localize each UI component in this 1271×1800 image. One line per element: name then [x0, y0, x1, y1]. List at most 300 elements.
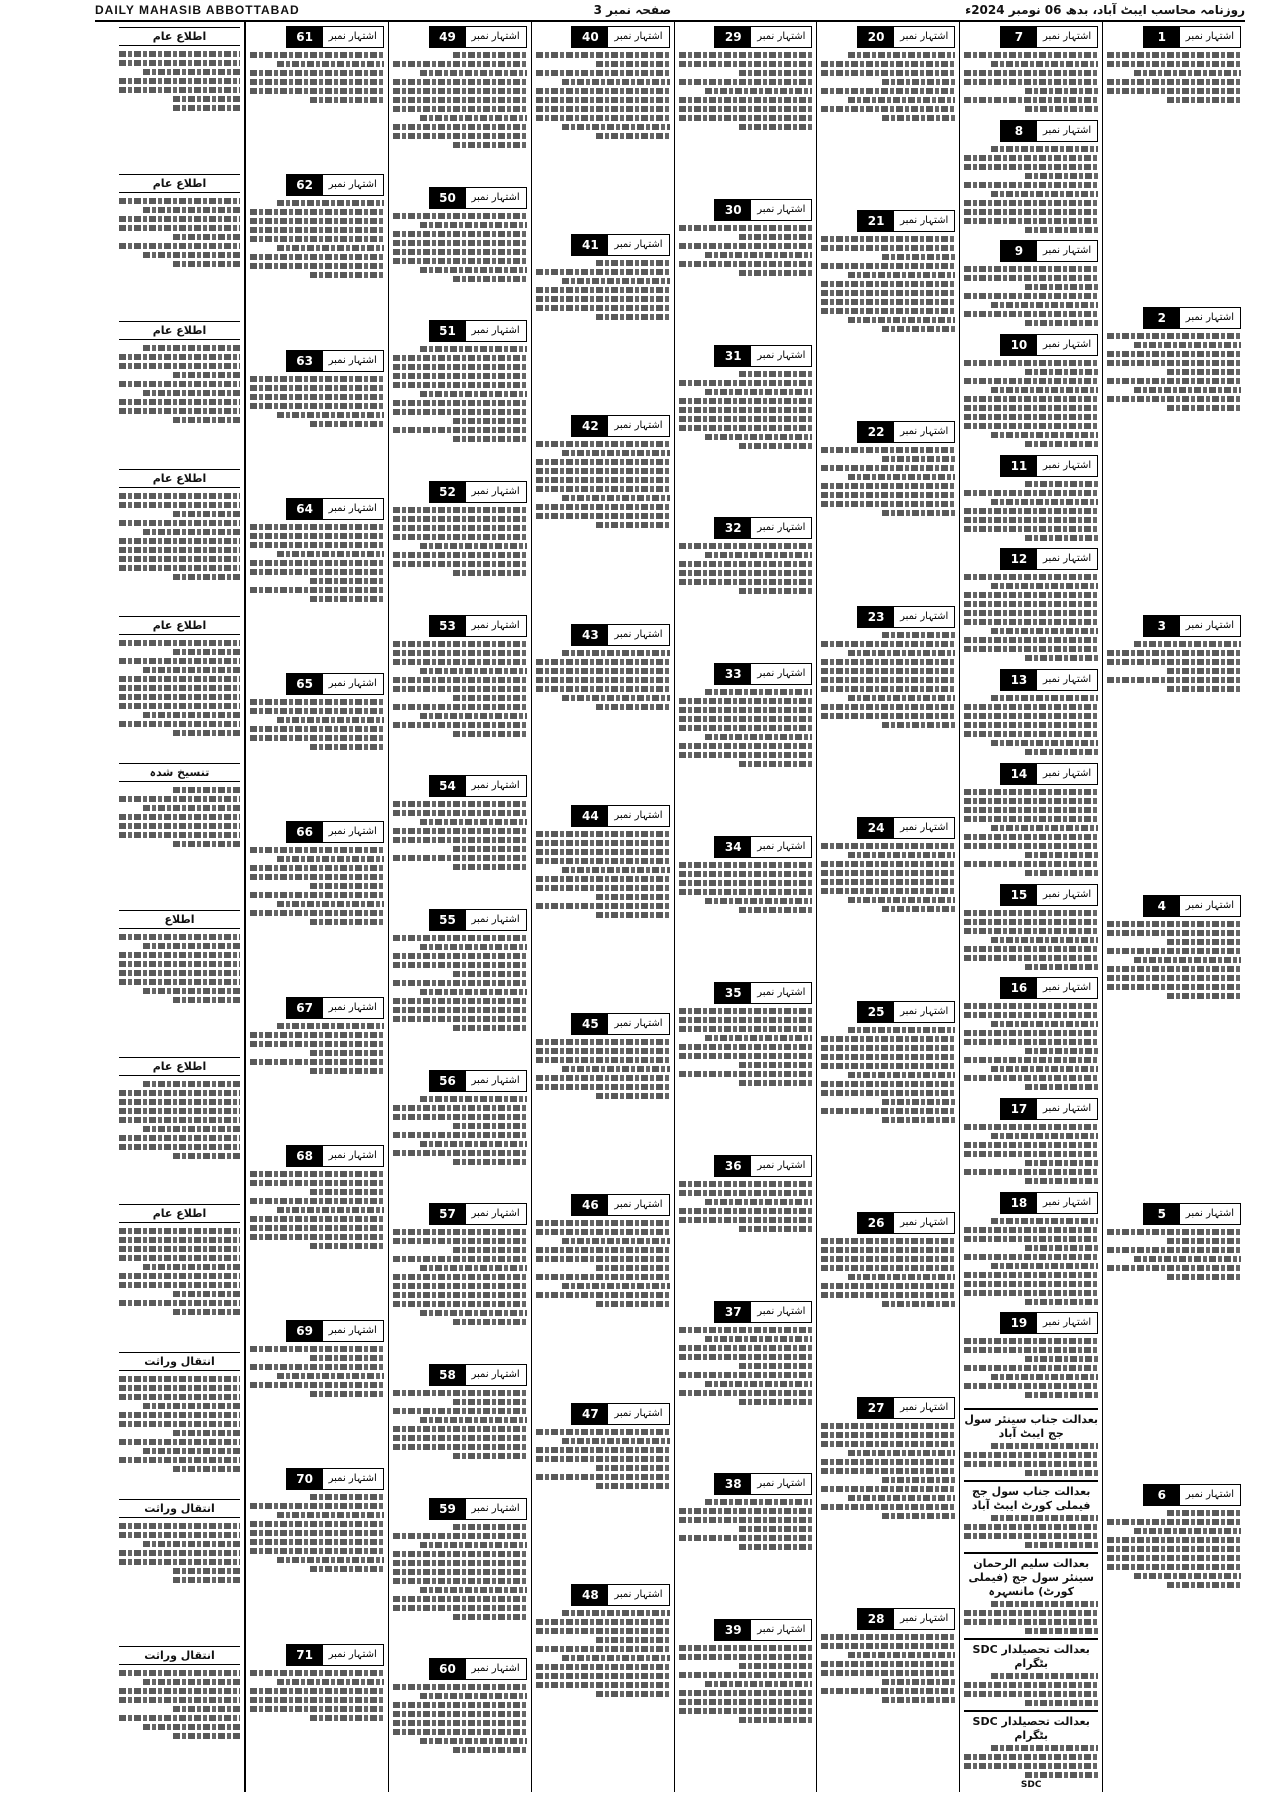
ad-label: اشتہار نمبر [751, 1156, 811, 1176]
ad-notice [821, 1210, 955, 1390]
ad-columns [95, 22, 1245, 1792]
ad-number: 14 [1001, 764, 1037, 784]
notice-text [393, 505, 527, 609]
ad-number-tag [571, 415, 669, 437]
ad-number: 8 [1001, 121, 1037, 141]
ad-number: 42 [572, 416, 608, 436]
ad-number: 1 [1144, 27, 1180, 47]
ad-label: اشتہار نمبر [751, 346, 811, 366]
notice-text [536, 1218, 670, 1396]
ad-notice [679, 197, 813, 339]
ad-number: 58 [430, 1365, 466, 1385]
court-heading: بعدالت جناب سول جج فیملی کورٹ ایبٹ آباد [964, 1480, 1098, 1513]
ad-label: اشتہار نمبر [894, 1213, 954, 1233]
notice-text [250, 1668, 384, 1786]
ad-number: 65 [287, 674, 323, 694]
ad-number-tag [857, 817, 955, 839]
ad-number: 38 [715, 1474, 751, 1494]
ad-number: 31 [715, 346, 751, 366]
ad-notice [679, 834, 813, 976]
ad-number: 70 [287, 1469, 323, 1489]
column-c5 [531, 22, 674, 1792]
ad-number: 71 [287, 1645, 323, 1665]
ad-notice [964, 667, 1098, 757]
ad-notice [964, 238, 1098, 328]
notice-text [964, 50, 1098, 114]
ad-notice [393, 907, 527, 1064]
ad-number-tag [286, 673, 384, 695]
ad-number: 49 [430, 27, 466, 47]
ad-label: اشتہار نمبر [466, 616, 526, 636]
ad-number: 17 [1001, 1099, 1037, 1119]
ad-notice [679, 1617, 813, 1786]
notice-text [964, 787, 1098, 878]
ad-notice [821, 1395, 955, 1602]
ad-notice [250, 995, 384, 1139]
notice-text [821, 50, 955, 204]
ad-notice [821, 1606, 955, 1786]
notice-text [964, 144, 1098, 235]
ad-label: اشتہار نمبر [323, 1469, 383, 1489]
notice-text [393, 1388, 527, 1492]
ad-number-tag [1000, 120, 1098, 142]
ad-label: اشتہار نمبر [1180, 308, 1240, 328]
notice-text [119, 196, 240, 318]
ad-notice [821, 24, 955, 204]
ad-number-tag [1000, 26, 1098, 48]
notice-text [679, 687, 813, 830]
ad-number: 13 [1001, 670, 1037, 690]
ad-number: 61 [287, 27, 323, 47]
notice-text [119, 1226, 240, 1348]
notice-heading: اطلاع عام [119, 1057, 240, 1076]
notice-text [393, 1522, 527, 1653]
ad-notice [821, 208, 955, 415]
ad-number-tag [286, 350, 384, 372]
ad-label: اشتہار نمبر [1037, 1099, 1097, 1119]
ad-number: 23 [858, 607, 894, 627]
ad-label: اشتہار نمبر [323, 1645, 383, 1665]
ad-number-tag [571, 624, 669, 646]
ad-notice [679, 1471, 813, 1613]
ad-number: 32 [715, 518, 751, 538]
ad-label: اشتہار نمبر [1037, 885, 1097, 905]
dateline: روزنامہ محاسب ایبٹ آباد، بدھ 06 نومبر 2024ء [965, 3, 1245, 17]
notice-text [393, 1682, 527, 1786]
ad-number-tag [429, 1364, 527, 1386]
ad-notice [250, 671, 384, 815]
ad-notice [964, 24, 1098, 114]
ad-number: 12 [1001, 549, 1037, 569]
ad-label: اشتہار نمبر [323, 822, 383, 842]
notice-text [679, 223, 813, 339]
notice-text [821, 1632, 955, 1786]
notice-text [393, 50, 527, 181]
notice-heading: اطلاع عام [119, 27, 240, 46]
notice-text [536, 829, 670, 1007]
ad-number-tag [714, 517, 812, 539]
notice-text [1107, 331, 1241, 609]
ad-number-tag [714, 1155, 812, 1177]
notice-heading: اطلاع [119, 910, 240, 929]
ad-label: اشتہار نمبر [751, 983, 811, 1003]
notice-text [393, 933, 527, 1064]
ad-label: اشتہار نمبر [894, 607, 954, 627]
ad-number: 2 [1144, 308, 1180, 328]
ad-notice [964, 975, 1098, 1092]
ad-number: 48 [572, 1585, 608, 1605]
ad-number: 33 [715, 664, 751, 684]
notice-text [821, 1236, 955, 1390]
ad-label: اشتہار نمبر [751, 518, 811, 538]
ad-notice [536, 1011, 670, 1188]
ad-notice [536, 1582, 670, 1786]
ad-number-tag [571, 26, 669, 48]
ad-number-tag [1000, 977, 1098, 999]
ad-notice [964, 453, 1098, 543]
ad-label: اشتہار نمبر [894, 27, 954, 47]
notice-text [393, 344, 527, 475]
ad-number: 46 [572, 1195, 608, 1215]
ad-label: اشتہار نمبر [1180, 896, 1240, 916]
ad-number: 69 [287, 1321, 323, 1341]
ad-number-tag [429, 1203, 527, 1225]
notice-text [964, 908, 1098, 972]
ad-notice [393, 24, 527, 181]
ad-number-tag [286, 997, 384, 1019]
ad-number: 67 [287, 998, 323, 1018]
ad-number-tag [429, 481, 527, 503]
ad-label: اشتہار نمبر [323, 175, 383, 195]
ad-number: 7 [1001, 27, 1037, 47]
ad-number: 5 [1144, 1204, 1180, 1224]
notice-text [250, 374, 384, 492]
ad-number-tag [714, 1301, 812, 1323]
ad-number: 25 [858, 1002, 894, 1022]
notice-heading: اطلاع عام [119, 616, 240, 635]
ad-label: اشتہار نمبر [1037, 27, 1097, 47]
ad-number: 34 [715, 837, 751, 857]
ad-notice [679, 24, 813, 193]
court-heading: بعدالت سلیم الرحمان سینئر سول جج (فیملی کورٹ) مانسہرہ [964, 1552, 1098, 1599]
ad-number-tag [857, 26, 955, 48]
ad-number: 40 [572, 27, 608, 47]
notice-text [1107, 1227, 1241, 1478]
ad-number: 6 [1144, 1485, 1180, 1505]
ad-number-tag [429, 26, 527, 48]
ad-number-tag [714, 199, 812, 221]
ad-notice [393, 479, 527, 609]
ad-number: 10 [1001, 335, 1037, 355]
ad-label: اشتہار نمبر [1037, 456, 1097, 476]
ad-notice [393, 318, 527, 475]
ad-number: 66 [287, 822, 323, 842]
notice-text [964, 1599, 1098, 1634]
ad-number-tag [1000, 763, 1098, 785]
ad-number: 54 [430, 776, 466, 796]
ad-number: 3 [1144, 616, 1180, 636]
ad-notice [964, 1190, 1098, 1307]
notice-heading: انتقال وراثت [119, 1499, 240, 1518]
ad-notice [393, 613, 527, 770]
notice-heading: انتقال وراثت [119, 1646, 240, 1665]
ad-number-tag [1000, 548, 1098, 570]
notice-text [1107, 1508, 1241, 1786]
ad-notice [964, 546, 1098, 663]
ad-number: 4 [1144, 896, 1180, 916]
ad-label: اشتہار نمبر [751, 27, 811, 47]
ad-notice [250, 172, 384, 343]
ad-notice [536, 622, 670, 799]
notice-text [119, 1668, 240, 1790]
notice-heading: تنسیخ شدہ [119, 763, 240, 782]
ad-number-tag [857, 210, 955, 232]
notice-text [119, 1374, 240, 1496]
notice-text [679, 1006, 813, 1149]
ad-number-tag [286, 1145, 384, 1167]
notice-text [393, 1094, 527, 1198]
ad-notice [1107, 1201, 1241, 1478]
ad-number: 22 [858, 422, 894, 442]
ad-number-tag [714, 1619, 812, 1641]
ad-number: 21 [858, 211, 894, 231]
ad-label: اشتہار نمبر [323, 1146, 383, 1166]
paper-name: DAILY MAHASIB ABBOTTABAD [95, 3, 300, 17]
notice-text [119, 491, 240, 613]
ad-label: اشتہار نمبر [894, 1609, 954, 1629]
ad-notice [393, 1201, 527, 1358]
ad-number-tag [1143, 307, 1241, 329]
ad-label: اشتہار نمبر [608, 1195, 668, 1215]
ad-notice [679, 661, 813, 830]
ad-notice [250, 1318, 384, 1462]
ad-label: اشتہار نمبر [894, 818, 954, 838]
ad-label: اشتہار نمبر [608, 625, 668, 645]
ad-label: اشتہار نمبر [894, 1002, 954, 1022]
ad-number: 37 [715, 1302, 751, 1322]
ad-number: 11 [1001, 456, 1037, 476]
notice-text [119, 49, 240, 171]
notice-text [821, 1421, 955, 1602]
ad-number: 57 [430, 1204, 466, 1224]
ad-notice [536, 803, 670, 1007]
notice-text [393, 799, 527, 903]
ad-number-tag [1000, 1098, 1098, 1120]
ad-notice [679, 980, 813, 1149]
ad-notice [536, 24, 670, 228]
ad-notice [250, 1143, 384, 1314]
ad-number: 16 [1001, 978, 1037, 998]
ad-number: 47 [572, 1404, 608, 1424]
ad-notice [1107, 893, 1241, 1197]
ad-number-tag [429, 615, 527, 637]
ad-number-tag [429, 775, 527, 797]
notice-text [964, 1001, 1098, 1092]
ad-number-tag [857, 1397, 955, 1419]
ad-label: اشتہار نمبر [1037, 764, 1097, 784]
ad-number: 26 [858, 1213, 894, 1233]
ad-label: اشتہار نمبر [751, 837, 811, 857]
ad-label: اشتہار نمبر [323, 998, 383, 1018]
ad-notice [393, 1068, 527, 1198]
notice-text [679, 1643, 813, 1786]
notice-text [250, 1492, 384, 1637]
notice-text [250, 198, 384, 343]
ad-number-tag [1143, 1203, 1241, 1225]
ad-notice [250, 819, 384, 990]
notice-text [679, 860, 813, 976]
ad-number-tag [1000, 455, 1098, 477]
ad-label: اشتہار نمبر [608, 1014, 668, 1034]
ad-number: 43 [572, 625, 608, 645]
ad-number-tag [286, 1320, 384, 1342]
sdc-sign: SDC [1020, 1779, 1042, 1790]
column-c1 [1102, 22, 1245, 1792]
court-heading: بعدالت جناب سینئر سول جج ایبٹ آباد [964, 1408, 1098, 1441]
ad-number-tag [571, 805, 669, 827]
ad-notice [964, 1096, 1098, 1186]
ad-label: اشتہار نمبر [466, 188, 526, 208]
notice-text [679, 1497, 813, 1613]
notice-text [250, 1169, 384, 1314]
ad-number: 27 [858, 1398, 894, 1418]
notice-text [964, 572, 1098, 663]
ad-label: اشتہار نمبر [751, 664, 811, 684]
ad-number-tag [714, 836, 812, 858]
notice-text [1107, 919, 1241, 1197]
ad-label: اشتہار نمبر [1037, 335, 1097, 355]
notice-text [964, 1216, 1098, 1307]
notice-text [679, 369, 813, 512]
ad-number: 35 [715, 983, 751, 1003]
ad-number-tag [714, 1473, 812, 1495]
ad-label: اشتہار نمبر [466, 1499, 526, 1519]
notice-text [536, 1037, 670, 1188]
ad-number-tag [286, 821, 384, 843]
notice-text [964, 1513, 1098, 1548]
ad-notice [250, 1466, 384, 1637]
ad-notice [250, 1642, 384, 1786]
ad-notice [821, 419, 955, 599]
notice-text [1107, 50, 1241, 301]
ad-label: اشتہار نمبر [1037, 549, 1097, 569]
ad-number: 64 [287, 499, 323, 519]
notice-text [250, 522, 384, 667]
ad-number: 52 [430, 482, 466, 502]
ad-number-tag [571, 1013, 669, 1035]
ad-number-tag [1000, 1192, 1098, 1214]
ad-label: اشتہار نمبر [751, 1302, 811, 1322]
notice-text [821, 841, 955, 995]
notice-text [821, 234, 955, 415]
ad-number-tag [1000, 669, 1098, 691]
ad-notice [393, 1496, 527, 1653]
ad-number-tag [1143, 26, 1241, 48]
ad-label: اشتہار نمبر [1037, 1193, 1097, 1213]
ad-label: اشتہار نمبر [894, 1398, 954, 1418]
ad-number-tag [1000, 240, 1098, 262]
ad-label: اشتہار نمبر [608, 806, 668, 826]
ad-number: 18 [1001, 1193, 1037, 1213]
ad-label: اشتہار نمبر [1180, 616, 1240, 636]
notice-text [250, 1021, 384, 1139]
page-number: صفحہ نمبر 3 [593, 3, 672, 17]
ad-number: 19 [1001, 1313, 1037, 1333]
column-public-notices [115, 22, 245, 1792]
ad-number-tag [1000, 334, 1098, 356]
notice-text [821, 1025, 955, 1206]
ad-label: اشتہار نمبر [1037, 1313, 1097, 1333]
ad-notice [679, 1299, 813, 1468]
ad-number: 39 [715, 1620, 751, 1640]
ad-notice [964, 761, 1098, 878]
ad-notice [393, 1656, 527, 1786]
ad-notice [393, 773, 527, 903]
ad-number-tag [714, 345, 812, 367]
ad-notice [679, 1153, 813, 1295]
ad-label: اشتہار نمبر [466, 1204, 526, 1224]
ad-number: 62 [287, 175, 323, 195]
ad-number: 44 [572, 806, 608, 826]
ad-notice [393, 1362, 527, 1492]
ad-label: اشتہار نمبر [1037, 978, 1097, 998]
notice-text [119, 638, 240, 760]
notice-text [679, 1325, 813, 1468]
ad-label: اشتہار نمبر [1180, 1485, 1240, 1505]
ad-number: 29 [715, 27, 751, 47]
ad-label: اشتہار نمبر [466, 776, 526, 796]
ad-number-tag [286, 174, 384, 196]
ad-number-tag [857, 606, 955, 628]
ad-number-tag [1000, 1312, 1098, 1334]
ad-label: اشتہار نمبر [466, 27, 526, 47]
notice-text [119, 785, 240, 907]
ad-number-tag [286, 1644, 384, 1666]
notice-text [821, 445, 955, 599]
notice-text [964, 1122, 1098, 1186]
ad-number-tag [429, 1498, 527, 1520]
ad-label: اشتہار نمبر [323, 499, 383, 519]
ad-notice [964, 882, 1098, 972]
ad-label: اشتہار نمبر [608, 1585, 668, 1605]
notice-heading: اطلاع عام [119, 469, 240, 488]
ad-number: 59 [430, 1499, 466, 1519]
ad-number: 63 [287, 351, 323, 371]
column-c3 [816, 22, 959, 1792]
ad-number: 45 [572, 1014, 608, 1034]
ad-label: اشتہار نمبر [608, 27, 668, 47]
notice-text [964, 1671, 1098, 1706]
notice-text [964, 1743, 1098, 1778]
court-heading: بعدالت تحصیلدار SDC بٹگرام [964, 1710, 1098, 1743]
ad-number-tag [429, 909, 527, 931]
ad-label: اشتہار نمبر [751, 200, 811, 220]
ad-number: 68 [287, 1146, 323, 1166]
ad-number: 53 [430, 616, 466, 636]
masthead [95, 0, 1245, 22]
notice-text [536, 258, 670, 409]
ad-number-tag [1143, 1484, 1241, 1506]
notice-text [119, 1079, 240, 1201]
ad-notice [536, 1401, 670, 1578]
ad-number-tag [1000, 884, 1098, 906]
ad-notice [679, 343, 813, 512]
ad-number: 15 [1001, 885, 1037, 905]
notice-text [536, 50, 670, 228]
notice-heading: اطلاع عام [119, 1204, 240, 1223]
ad-number: 36 [715, 1156, 751, 1176]
ad-number-tag [571, 1584, 669, 1606]
